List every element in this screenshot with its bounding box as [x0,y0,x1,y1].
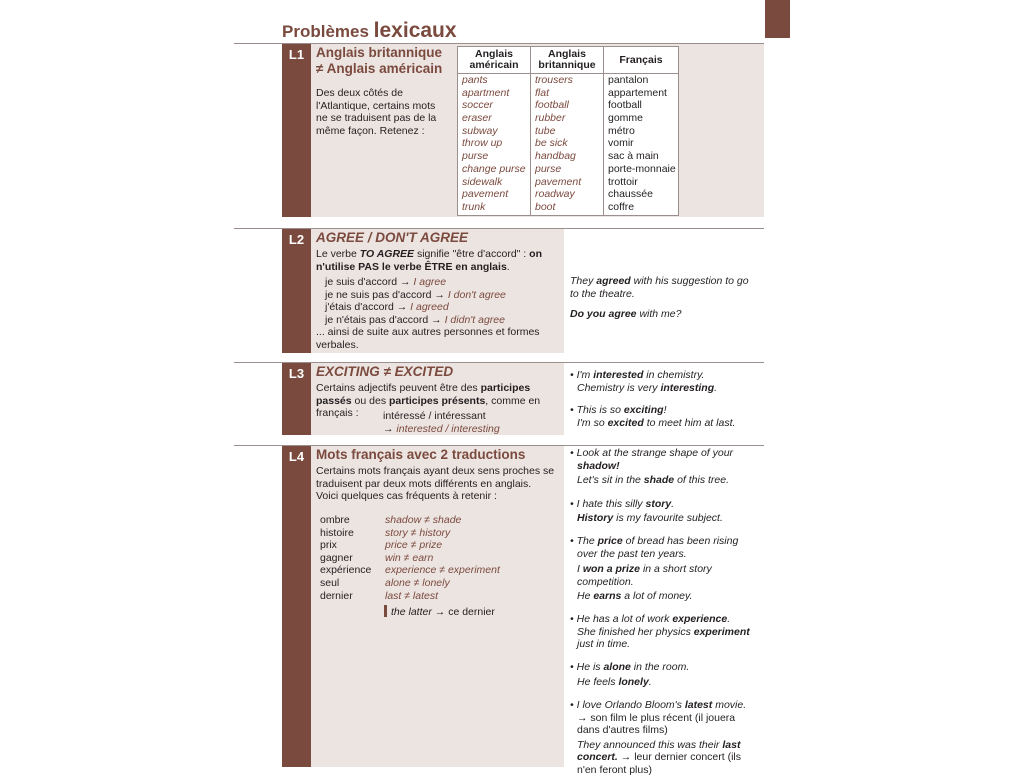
table-cell: vomir [608,137,634,150]
list-item: seul alone ≠ lonely [320,576,450,589]
list-item: prix price ≠ prize [320,539,443,552]
section-title-l1: Anglais britannique ≠ Anglais américain [316,45,443,76]
list-item: gagner win ≠ earn [320,551,434,564]
table-cell: sidewalk [462,175,503,188]
list-item: j'étais d'accord → I agreed [325,301,449,314]
section-text-l3: Certains adjectifs peuvent être des participes passés ou des participes présents, comme en français : [316,382,541,420]
table-cell: roadway [535,188,575,201]
column-header: Français [604,47,678,74]
agree-forms-list [325,276,506,326]
table-cell: trottoir [608,175,638,188]
table-cell: football [608,99,642,112]
list-item: dernier last ≠ latest [320,589,439,602]
table-cell: trunk [462,200,486,213]
corner-tab [765,0,790,38]
section-tag-l2: L2 [282,229,311,353]
table-cell: apartment [462,86,510,99]
table-cell: porte-monnaie [608,162,676,175]
section-tag-l1: L1 [282,44,311,217]
example-l3: • I'm interested in chemistry. Chemistry is very interesting. • This is so exciting! I'm so excited to meet him at last. [570,369,736,429]
column-header: Anglais britannique [531,47,603,74]
latter-note: the latter → ce dernier [320,605,560,619]
table-cell: football [535,99,569,112]
column-french [604,47,678,215]
column-british [531,47,603,215]
section-text-l2: Le verbe TO AGREE signifie "être d'accord" : on n'utilise PAS le verbe ÊTRE en anglais. [316,248,542,273]
table-cell: pavement [462,188,509,201]
list-item: expérience experience ≠ experiment [320,564,500,577]
translation-list [320,514,560,619]
table-cell: rubber [535,112,566,125]
table-cell: throw up [462,137,503,150]
table-cell: chaussée [608,188,653,201]
table-cell: métro [608,124,635,137]
table-cell: purse [462,150,489,163]
list-item: ombre shadow ≠ shade [320,514,462,526]
section-title-l4: Mots français avec 2 traductions [316,447,526,462]
column-header: Anglais américain [458,47,530,74]
table-cell: handbag [535,150,576,163]
table-cell: tube [535,124,556,137]
list-item: je suis d'accord → I agree [325,276,447,288]
list-item: je n'étais pas d'accord → I didn't agree [325,313,505,326]
table-cell: pavement [535,175,582,188]
table-cell: trousers [535,74,573,86]
section-title-l2: AGREE / DON'T AGREE [316,230,468,245]
section-tag-l4: L4 [282,446,311,767]
table-cell: eraser [462,112,492,125]
section-text-l4: Certains mots français ayant deux sens proches se traduisent par deux mots différents en anglais. Voici quelques cas fréquents à retenir : [316,465,555,503]
table-cell: purse [535,162,562,175]
page-title: Problèmes lexicaux [282,19,457,42]
table-cell: gomme [608,112,644,125]
note-marker [384,605,387,617]
section-title-l3: EXCITING ≠ EXCITED [316,364,454,379]
column-american [458,47,530,215]
list-item: je ne suis pas d'accord → I don't agree [325,288,506,301]
table-cell: flat [535,86,550,99]
table-cell: coffre [608,200,635,213]
list-item: histoire story ≠ history [320,526,451,539]
table-cell: boot [535,200,556,213]
section-tag-l3: L3 [282,363,311,435]
table-cell: pantalon [608,74,649,86]
examples-l4: • Look at the strange shape of your shadow! Let's sit in the shade of this tree. • I hate this silly story. History is my favourite subject. • The price of bread has been rising over the past ten years. I won a prize in a short story competition. He earns a lot of money. • He has a lot of work experience. She finished her physics experiment just in time. • He is alone in the room. He feels lonely. • I love Orlando Bloom's latest movie. → son film le plus récent (il jouera dans d'autres films) They announced this was their last concert. → leur dernier concert (ils n'en feront plus) [570,447,750,776]
table-cell: appartement [608,86,667,99]
table-cell: be sick [535,137,568,150]
vocabulary-table [457,46,679,216]
table-cell: change purse [462,162,526,175]
example-l2: They agreed with his suggestion to go to the theatre. Do you agree with me? [570,275,749,321]
table-cell: soccer [462,99,493,112]
table-cell: subway [462,124,498,137]
participle-pair: intéressé / intéressant → interested / interesting [383,410,500,435]
table-cell: pants [462,74,488,86]
table-cell: sac à main [608,150,659,163]
section-note-l2: ... ainsi de suite aux autres personnes et formes verbales. [316,326,540,351]
section-intro-l1: Des deux côtés de l'Atlantique, certains mots ne se traduisent pas de la même façon. Retenez : [316,87,437,137]
